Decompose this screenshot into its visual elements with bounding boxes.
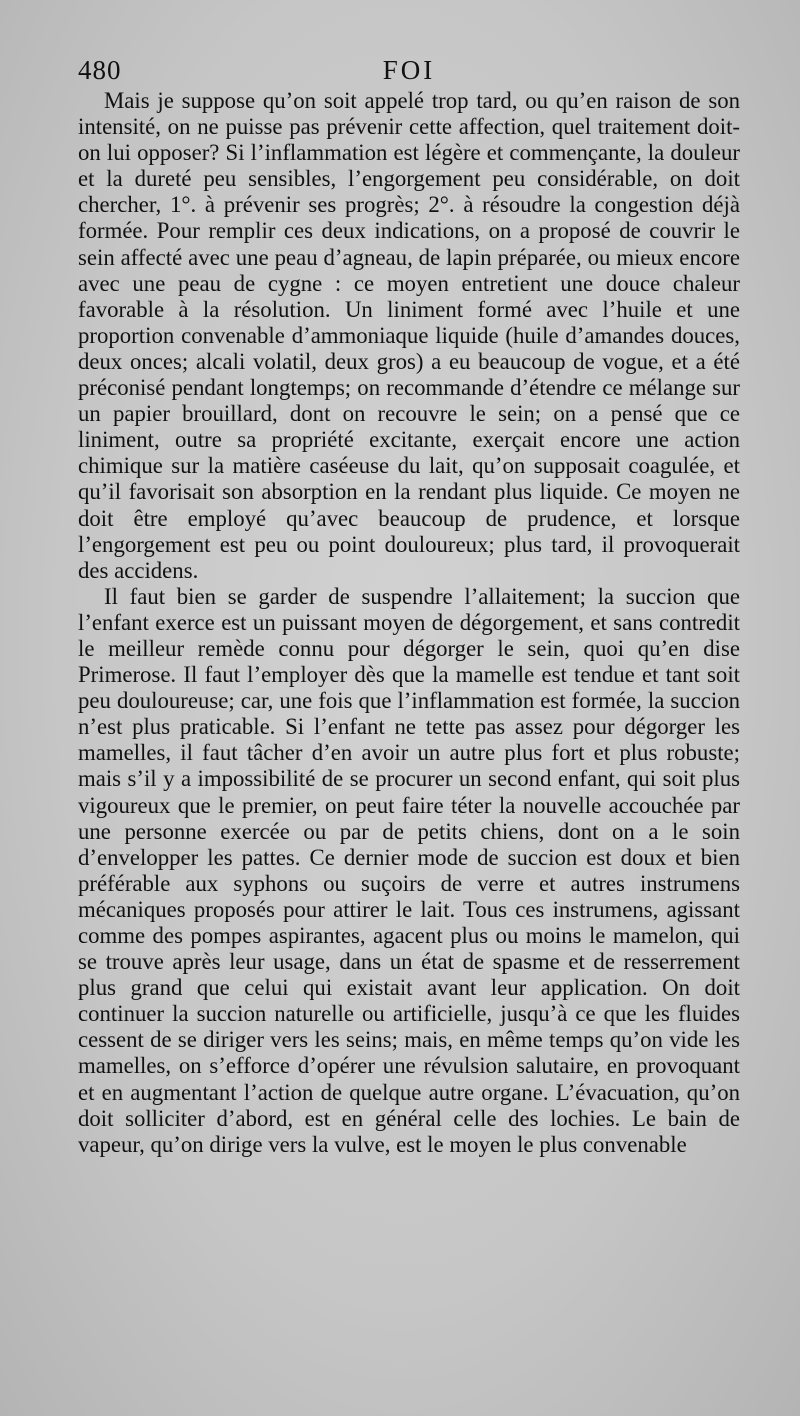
page-header (78, 50, 740, 90)
page-number: 480 (78, 55, 122, 85)
paragraph-2: Il faut bien se garder de suspendre l’allaitement; la succion que l’enfant exerce est un puissant moyen de dégorgement, et sans contredit le meilleur remède connu pour dégorger le sein, quoi qu’en dise Primerose. Il faut l’employer dès que la mamelle est tendue et tant soit peu douloureuse; car, une fois que l’inflammation est formée, la succion n’est plus praticable. Si l’enfant ne tette pas assez pour dégorger les mamelles, il faut tâcher d’en avoir un autre plus fort et plus robuste; mais s’il y a impossibilité de se procurer un second enfant, qui soit plus vigoureux que le premier, on peut faire téter la nouvelle accouchée par une personne exercée ou par de petits chiens, dont on a le soin d’envelopper les pattes. Ce dernier mode de succion est doux et bien préférable aux syphons ou suçoirs de verre et autres instrumens mécaniques proposés pour attirer le lait. Tous ces instrumens, agissant comme des pompes aspirantes, agacent plus ou moins le mamelon, qui se trouve après leur usage, dans un état de spasme et de resserrement plus grand que celui qui existait avant leur application. On doit continuer la succion naturelle ou artificielle, jusqu’à ce que les fluides cessent de se diriger vers les seins; mais, en même temps qu’on vide les mamelles, on s’efforce d’opérer une révulsion salutaire, en provoquant et en augmentant l’action de quelque autre organe. L’évacuation, qu’on doit solliciter d’abord, est en général celle des lochies. Le bain de vapeur, qu’on dirige vers la vulve, est le moyen le plus convenable (78, 583, 740, 1157)
paragraph-1: Mais je suppose qu’on soit appelé trop tard, ou qu’en raison de son intensité, on ne puisse pas prévenir cette affection, quel traitement doit-on lui opposer? Si l’inflammation est légère et commençante, la douleur et la dureté peu sensibles, l’engorgement peu considérable, on doit chercher, 1°. à prévenir ses progrès; 2°. à résoudre la congestion déjà formée. Pour remplir ces deux indications, on a proposé de couvrir le sein affecté avec une peau d’agneau, de lapin préparée, ou mieux encore avec une peau de cygne : ce moyen entretient une douce chaleur favorable à la résolution. Un liniment formé avec l’huile et une proportion convenable d’ammoniaque liquide (huile d’amandes douces, deux onces; alcali volatil, deux gros) a eu beaucoup de vogue, et a été préconisé pendant longtemps; on recommande d’étendre ce mélange sur un papier brouillard, dont on recouvre le sein; on a pensé que ce liniment, outre sa propriété excitante, exerçait encore une action chimique sur la matière caséeuse du lait, qu’on supposait coagulée, et qu’il favorisait son absorption en la rendant plus liquide. Ce moyen ne doit être employé qu’avec beaucoup de prudence, et lorsque l’engorgement est peu ou point douloureux; plus tard, il provoquerait des accidens. (78, 88, 740, 583)
running-head: FOI (382, 55, 436, 85)
body-text (78, 88, 740, 1158)
